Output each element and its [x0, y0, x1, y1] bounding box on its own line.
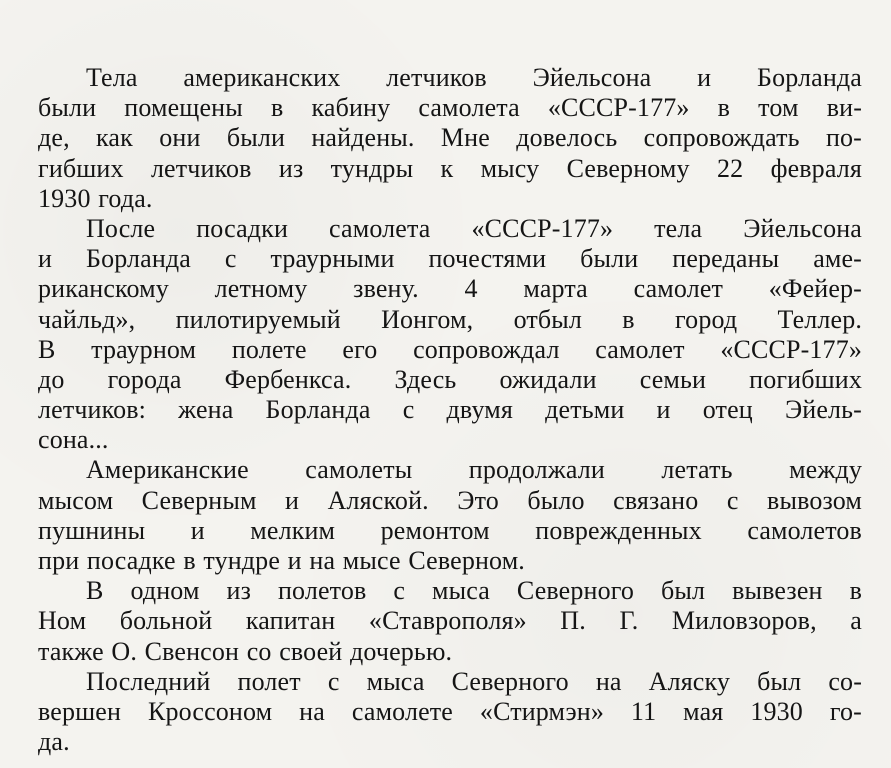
paragraph-5	[38, 667, 862, 758]
text-line: летчиков: жена Борланда с двумя детьми и отец Эйель-	[38, 395, 862, 425]
text-line: да.	[38, 727, 70, 757]
text-line: до города Фербенкса. Здесь ожидали семьи погибших	[38, 364, 862, 394]
paragraph-1	[38, 63, 862, 214]
text-line: де, как они были найдены. Мне довелось сопровождать по-	[38, 123, 862, 153]
text-line: при посадке в тундре и на мысе Северном.	[38, 546, 525, 575]
text-line: также О. Свенсон со своей дочерью.	[38, 636, 453, 666]
paragraph-3	[38, 455, 862, 576]
text-line: и Борланда с траурными почестями были переданы аме-	[38, 244, 862, 274]
text-line: были помещены в кабину самолета «СССР-177» в том ви-	[38, 93, 862, 123]
text-line: вершен Кроссоном на самолете «Стирмэн» 11 мая 1930 го-	[38, 696, 862, 726]
text-line: мысом Северным и Аляской. Это было связано с вывозом	[38, 485, 862, 515]
text-line: чайльд», пилотируемый Ионгом, отбыл в город Теллер.	[38, 304, 862, 334]
text-line: гибших летчиков из тундры к мысу Северному 22 февраля	[38, 153, 862, 183]
paragraph-4	[38, 576, 862, 667]
text-line: После посадки самолета «СССР-177» тела Эйельсона	[86, 213, 862, 243]
text-line: Американские самолеты продолжали летать между	[86, 455, 862, 485]
text-line: Ном больной капитан «Ставрополя» П. Г. Миловзоров, а	[38, 606, 862, 636]
text-line: 1930 года.	[38, 183, 153, 213]
text-line: В одном из полетов с мыса Северного был вывезен в	[86, 576, 862, 606]
text-line: Тела американских летчиков Эйельсона и Борланда	[86, 63, 862, 92]
text-line: пушнины и мелким ремонтом поврежденных самолетов	[38, 515, 862, 545]
text-line: сона...	[38, 425, 109, 455]
text-block	[38, 63, 862, 757]
text-line: В траурном полете его сопровождал самолет «СССР-177»	[38, 334, 862, 364]
text-line: риканскому летному звену. 4 марта самолет «Фейер-	[38, 274, 862, 304]
paragraph-2	[38, 214, 862, 456]
text-line: Последний полет с мыса Северного на Аляску был со-	[86, 666, 862, 696]
